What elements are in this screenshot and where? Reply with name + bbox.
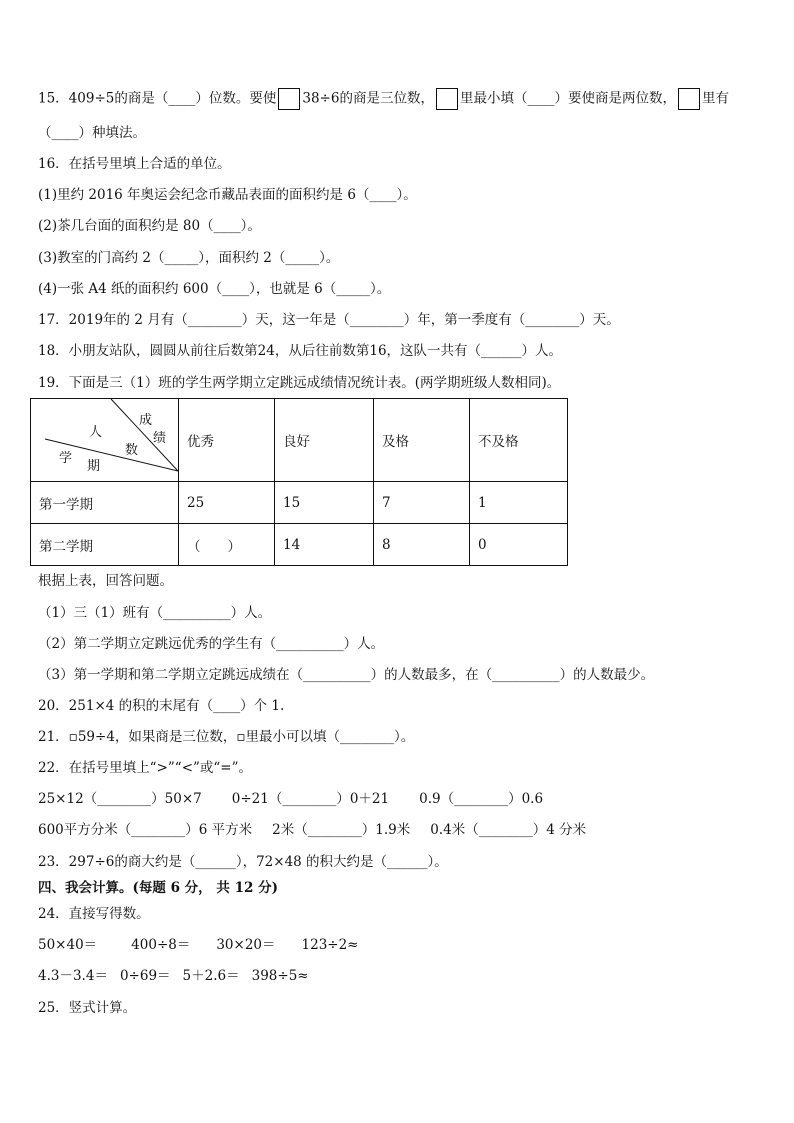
q16-item-1: (1)里约 2016 年奥运会纪念币藏品表面的面积约是 6（____）。 bbox=[38, 187, 417, 203]
diag-label-xue: 学 bbox=[59, 451, 73, 466]
q25: 25．竖式计算。 bbox=[38, 1000, 137, 1016]
q24-expr: 123÷2≈ bbox=[301, 937, 359, 953]
q16-title: 16．在括号里填上合适的单位。 bbox=[38, 156, 231, 172]
q21: 21．▫59÷4，如果商是三位数，▫里最小可以填（________）。 bbox=[38, 729, 415, 745]
q24-expr: 30×20＝ bbox=[216, 937, 276, 953]
col-header: 优秀 bbox=[179, 399, 275, 482]
q24-row1 bbox=[38, 936, 359, 954]
q22-expr: 0.9（________）0.6 bbox=[419, 791, 544, 807]
q15-text-1: 15．409÷5的商是（____）位数。要使 bbox=[38, 90, 277, 107]
q20: 20．251×4 的积的末尾有（____）个 1. bbox=[38, 698, 285, 714]
q22-row2 bbox=[38, 821, 586, 839]
q22-expr: 25×12（________）50×7 bbox=[38, 791, 202, 807]
q19-question-2: （2）第二学期立定跳远优秀的学生有（__________）人。 bbox=[38, 636, 385, 652]
diag-label-shu: 数 bbox=[125, 443, 139, 458]
q22-title: 22．在括号里填上“>”“<”或“=”。 bbox=[38, 760, 253, 776]
q24-title: 24．直接写得数。 bbox=[38, 906, 150, 922]
q22-expr: 600平方分米（________）6 平方米 bbox=[38, 822, 253, 838]
q17: 17．2019年的 2 月有（________）天，这一年是（________）年，第一季度有（________）天。 bbox=[38, 312, 620, 328]
col-header: 及格 bbox=[374, 399, 470, 482]
table-cell: 7 bbox=[374, 482, 470, 524]
table-cell: 15 bbox=[275, 482, 374, 524]
blank-box bbox=[278, 88, 300, 110]
section-4-heading: 四、我会计算。(每题 6 分， 共 12 分) bbox=[38, 880, 278, 896]
q24-expr: 4.3－3.4＝ bbox=[38, 968, 108, 984]
row-label: 第二学期 bbox=[31, 524, 179, 566]
table-row bbox=[31, 482, 568, 524]
table-cell: 0 bbox=[470, 524, 568, 566]
q22-expr: 0÷21（________）0＋21 bbox=[231, 791, 390, 807]
diag-label-ji: 绩 bbox=[153, 431, 167, 446]
q16-item-3: (3)教室的门高约 2（_____），面积约 2（_____）。 bbox=[38, 250, 340, 266]
row-label: 第一学期 bbox=[31, 482, 179, 524]
table-cell: 1 bbox=[470, 482, 568, 524]
q22-expr: 2米（________）1.9米 bbox=[272, 822, 411, 838]
q24-expr: 0÷69＝ bbox=[119, 968, 171, 984]
q23: 23．297÷6的商大约是（______），72×48 的积大约是（______）。 bbox=[38, 854, 448, 870]
q15-text-4: 里有 bbox=[701, 90, 729, 107]
col-header: 良好 bbox=[275, 399, 374, 482]
table-row bbox=[31, 524, 568, 566]
table-cell: 14 bbox=[275, 524, 374, 566]
q19-after: 根据上表，回答问题。 bbox=[38, 573, 173, 589]
diag-label-cheng: 成 bbox=[139, 413, 153, 428]
q24-expr: 50×40＝ bbox=[38, 937, 98, 953]
diagonal-header-cell bbox=[31, 399, 179, 482]
q22-expr: 0.4米（________）4 分米 bbox=[430, 822, 587, 838]
q22-row1 bbox=[38, 790, 543, 808]
q19-title: 19．下面是三（1）班的学生两学期立定跳远成绩情况统计表。(两学期班级人数相同)。 bbox=[38, 375, 561, 391]
q15-text-2: 38÷6的商是三位数， bbox=[302, 90, 434, 107]
table-cell: （ ） bbox=[179, 524, 275, 566]
q16-item-4: (4)一张 A4 纸的面积约 600（____），也就是 6（_____）。 bbox=[38, 281, 391, 297]
q16-item-2: (2)茶几台面的面积约是 80（____）。 bbox=[38, 218, 261, 234]
q15-line1 bbox=[38, 88, 729, 110]
q15-line2: （____）种填法。 bbox=[38, 125, 146, 141]
diag-label-ren: 人 bbox=[89, 425, 103, 440]
q24-expr: 400÷8＝ bbox=[131, 937, 191, 953]
table-cell: 8 bbox=[374, 524, 470, 566]
q24-expr: 398÷5≈ bbox=[251, 968, 309, 984]
q18: 18．小朋友站队，圆圆从前往后数第24，从后往前数第16，这队一共有（______）人。 bbox=[38, 343, 563, 359]
stats-table bbox=[30, 398, 568, 566]
blank-box bbox=[436, 88, 458, 110]
table-cell: 25 bbox=[179, 482, 275, 524]
diag-label-qi: 期 bbox=[87, 459, 101, 474]
q19-question-1: （1）三（1）班有（__________）人。 bbox=[38, 605, 272, 621]
q19-question-3: （3）第一学期和第二学期立定跳远成绩在（__________）的人数最多，在（__________）的人数最少。 bbox=[38, 667, 655, 683]
q15-text-3: 里最小填（____）要使商是两位数， bbox=[459, 90, 676, 107]
q24-row2 bbox=[38, 967, 309, 985]
col-header: 不及格 bbox=[470, 399, 568, 482]
q24-expr: 5＋2.6＝ bbox=[182, 968, 240, 984]
blank-box bbox=[678, 88, 700, 110]
